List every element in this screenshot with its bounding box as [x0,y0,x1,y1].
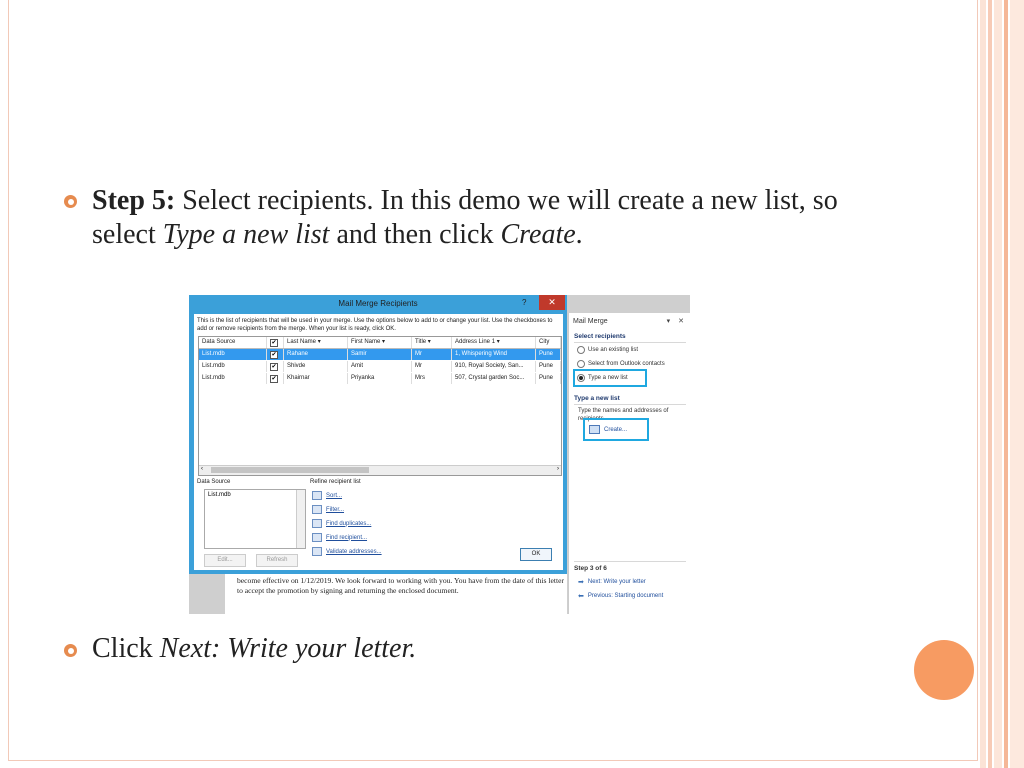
checkbox-icon: ✔ [271,364,277,370]
dialog-instructions: This is the list of recipients that will be used in your merge. Use the options below to add to or change your list. Use the checkboxes to add or remove recipients from the merge. When your list is ready, click OK. [197,318,553,332]
create-label: Create... [604,426,628,433]
table-cell: Pune [536,361,561,372]
table-cell: Mr [412,361,452,372]
scroll-right-icon[interactable]: › [557,466,559,472]
link-label: Validate addresses... [326,548,382,555]
document-text: become effective on 1/12/2019. We look forward to working with you. You have from the date of this letter to accept the promotion by signing and returning the enclosed document. [237,575,564,595]
step-text-end: . [575,219,583,250]
radio-icon [577,346,585,354]
click-italic: Next: Write your letter. [159,633,417,664]
refresh-button[interactable]: Refresh [256,554,298,567]
column-header[interactable]: City [536,337,561,348]
table-cell: Rahane [284,349,348,360]
step-label: Step 5: [92,185,176,216]
click-next-text [92,632,792,666]
edit-button[interactable]: Edit... [204,554,246,567]
column-header[interactable] [348,337,412,348]
step-indicator: Step 3 of 6 [574,565,607,572]
type-new-list-description: Type the names and addresses of recipients. [578,408,669,422]
radio-label: Type a new list [588,375,628,381]
table-header [199,337,561,349]
chevron-down-icon: ▾ [496,339,500,345]
table-cell: Priyanka [348,373,412,384]
row-checkbox[interactable] [267,349,284,360]
link-label: Find duplicates... [326,520,372,527]
highlight-create [583,418,649,441]
divider [574,561,686,562]
row-checkbox[interactable] [267,361,284,372]
table-cell: Mrs [412,373,452,384]
chevron-down-icon: ▾ [382,339,386,345]
mail-merge-recipients-dialog [189,295,567,574]
table-row[interactable] [199,373,561,384]
column-header[interactable] [284,337,348,348]
link-label: Filter... [326,506,345,513]
radio-outlook-contacts[interactable] [577,360,665,368]
highlight-type-new-list [573,369,647,387]
table-cell: Khairnar [284,373,348,384]
row-checkbox[interactable] [267,373,284,384]
radio-label: Select from Outlook contacts [588,361,665,367]
link-label: Find recipient... [326,534,368,541]
table-cell: List.mdb [199,373,267,384]
mail-merge-pane [568,313,690,614]
recipients-table [198,336,562,476]
bullet-icon [64,644,77,657]
link-label: Sort... [326,492,343,499]
word-screenshot [189,295,690,614]
data-source-label: Data Source [197,479,231,485]
chevron-down-icon: ▾ [317,339,321,345]
pane-controls[interactable]: ▾ ✕ [666,318,687,325]
column-label: Last Name [287,339,317,345]
step-5-text [92,184,892,252]
decorative-stripe [980,0,986,768]
data-source-list[interactable] [204,489,306,549]
column-header[interactable]: Data Source [199,337,267,348]
table-row[interactable] [199,361,561,372]
bullet-icon [64,195,77,208]
divider [574,342,686,343]
arrow-left-icon: ⬅ [578,593,584,600]
ok-button[interactable]: OK [520,548,552,561]
sort-icon [312,491,322,500]
validate-icon [312,547,322,556]
dialog-body [194,314,563,570]
checkbox-icon: ✔ [271,376,277,382]
table-cell: Shivde [284,361,348,372]
decorative-circle [914,640,974,700]
column-header[interactable] [452,337,536,348]
find-recipient-link[interactable] [312,533,367,542]
scroll-left-icon[interactable]: ‹ [201,466,203,472]
next-label: Next: Write your letter [587,579,646,585]
decorative-stripe [994,0,1002,768]
decorative-stripe [1010,0,1024,768]
decorative-stripe [1004,0,1008,768]
click-text: Click [92,633,153,664]
filter-link[interactable] [312,505,344,514]
refine-recipient-list-label: Refine recipient list [310,479,361,485]
select-recipients-heading: Select recipients [574,333,626,340]
filter-icon [312,505,322,514]
table-cell: List.mdb [199,349,267,360]
help-icon[interactable]: ? [522,298,527,307]
column-label: Address Line 1 [455,339,496,345]
close-icon[interactable]: ✕ [539,295,565,310]
chevron-down-icon: ▾ [427,339,431,345]
table-cell: Pune [536,373,561,384]
table-cell: 507, Crystal garden Soc... [452,373,536,384]
divider [574,404,686,405]
validate-addresses-link[interactable] [312,547,382,556]
step-create-italic: Create [500,219,576,250]
decorative-stripe [988,0,992,768]
table-cell: 1, Whispering Wind [452,349,536,360]
duplicates-icon [312,519,322,528]
table-cell: Amit [348,361,412,372]
table-cell: Mr [412,349,452,360]
radio-label: Use an existing list [588,347,639,353]
table-cell: List.mdb [199,361,267,372]
previous-step-link[interactable] [578,592,663,600]
data-source-item[interactable]: List.mdb [208,492,231,498]
table-cell: Pune [536,349,561,360]
step-text-1: Select recipients. In this demo we will create a new list, so select [92,185,838,250]
find-icon [312,533,322,542]
checkbox-icon: ✔ [271,352,277,358]
checkbox-icon: ✔ [271,340,277,346]
dialog-title: Mail Merge Recipients [338,299,418,308]
radio-use-existing[interactable] [577,346,638,354]
column-label: First Name [351,339,381,345]
previous-label: Previous: Starting document [587,593,664,599]
horizontal-scrollbar[interactable] [199,465,561,475]
table-row[interactable] [199,349,561,360]
type-new-list-heading: Type a new list [574,395,620,402]
column-label: Title [415,339,427,345]
column-header-check[interactable] [267,337,284,348]
step-text-2: and then click [336,219,494,250]
table-cell: Samir [348,349,412,360]
radio-icon [577,360,585,368]
sort-link[interactable] [312,491,342,500]
next-step-link[interactable] [578,578,646,586]
scrollbar-thumb[interactable] [211,467,369,473]
pane-title: Mail Merge [573,318,608,325]
arrow-right-icon: ➡ [578,579,584,586]
column-header[interactable] [412,337,452,348]
table-cell: 910, Royal Society, San... [452,361,536,372]
step-text-italic: Type a new list [162,219,330,250]
find-duplicates-link[interactable] [312,519,371,528]
vertical-scrollbar[interactable] [296,490,305,548]
